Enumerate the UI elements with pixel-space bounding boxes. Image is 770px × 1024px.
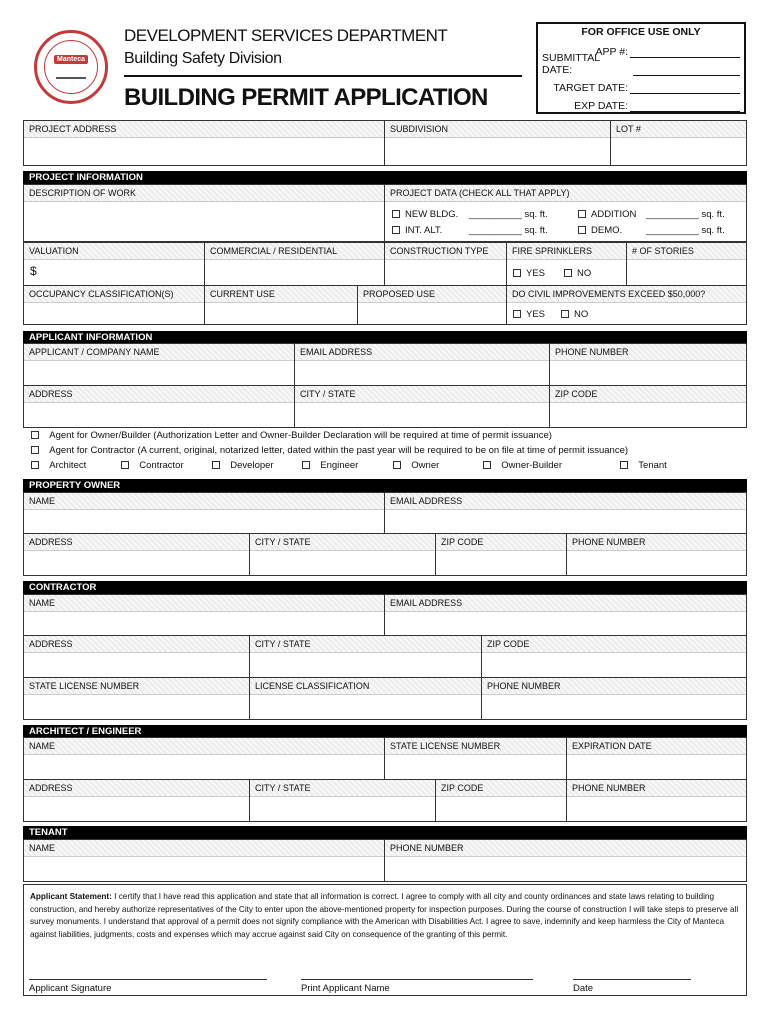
project-address-field[interactable]: PROJECT ADDRESS — [23, 120, 385, 166]
agent-contractor-checkbox[interactable] — [31, 446, 39, 454]
agent-owner-checkbox[interactable] — [31, 431, 39, 439]
statement-text: I certify that I have read this application and state that all information is correct. I agree to comply with all city and county ordinances and state laws relating to building construction, and hereby authorize representatives of the City to enter upon the above-mentioned property for inspection purposes. During the course of construction I will take steps to preserve all survey monuments. I understand that approval of a permit does not signify compliance with the American with Disabilities Act. I agree to save, indemnify and keep harmless the City of Manteca against liabilities, judgments, costs and expenses which may accrue against said City on consequence of the granting of this permit. — [30, 892, 739, 939]
int-alt-sqft[interactable]: __________ sq. ft. — [469, 225, 548, 236]
proposed-use-field[interactable]: PROPOSED USE — [357, 285, 507, 325]
department-name: DEVELOPMENT SERVICES DEPARTMENT — [124, 26, 448, 45]
contractor-license-field[interactable]: STATE LICENSE NUMBER — [23, 677, 250, 720]
stories-field[interactable]: # OF STORIES — [626, 242, 747, 286]
addition-checkbox[interactable] — [578, 210, 586, 218]
current-use-field[interactable]: CURRENT USE — [204, 285, 358, 325]
architect-phone-field[interactable]: PHONE NUMBER — [566, 779, 747, 822]
civil-no-option[interactable]: NO — [561, 309, 588, 321]
role-owner-builder[interactable]: Owner-Builder — [483, 460, 562, 472]
owner-phone-field[interactable]: PHONE NUMBER — [566, 533, 747, 576]
role-developer[interactable]: Developer — [212, 460, 274, 472]
architect-license-field[interactable]: STATE LICENSE NUMBER — [384, 737, 567, 780]
role-architect[interactable]: Architect — [31, 460, 86, 472]
dollar-sign: $ — [30, 264, 37, 278]
construction-type-field[interactable]: CONSTRUCTION TYPE — [384, 242, 507, 286]
role-owner[interactable]: Owner — [393, 460, 439, 472]
owner-email-field[interactable]: EMAIL ADDRESS — [384, 492, 747, 534]
fire-yes-option[interactable]: YES — [513, 268, 545, 280]
office-use-heading: FOR OFFICE USE ONLY — [581, 26, 701, 38]
contractor-classification-field[interactable]: LICENSE CLASSIFICATION — [249, 677, 482, 720]
architect-address-field[interactable]: ADDRESS — [23, 779, 250, 822]
new-bldg-checkbox[interactable] — [392, 210, 400, 218]
statement-label: Applicant Statement: — [30, 892, 112, 901]
demo-checkbox[interactable] — [578, 226, 586, 234]
office-field-exp[interactable]: EXP DATE: — [542, 94, 740, 112]
contractor-email-field[interactable]: EMAIL ADDRESS — [384, 594, 747, 636]
contractor-name-field[interactable]: NAME — [23, 594, 385, 636]
contractor-phone-field[interactable]: PHONE NUMBER — [481, 677, 747, 720]
fire-yes-checkbox[interactable] — [513, 269, 521, 277]
office-field-submittal[interactable]: SUBMITTAL DATE: — [542, 58, 740, 76]
date-field[interactable]: Date — [573, 970, 691, 994]
description-of-work-field[interactable]: DESCRIPTION OF WORK — [23, 184, 385, 242]
owner-name-field[interactable]: NAME — [23, 492, 385, 534]
architect-name-field[interactable]: NAME — [23, 737, 385, 780]
office-field-app[interactable]: APP #: — [542, 40, 740, 58]
architect-expiration-field[interactable]: EXPIRATION DATE — [566, 737, 747, 780]
civil-no-checkbox[interactable] — [561, 310, 569, 318]
subdivision-field[interactable]: SUBDIVISION — [384, 120, 611, 166]
header-divider — [124, 75, 522, 77]
fire-no-checkbox[interactable] — [564, 269, 572, 277]
demo-option[interactable]: DEMO. — [578, 225, 622, 237]
architect-city-field[interactable]: CITY / STATE — [249, 779, 436, 822]
office-use-box — [536, 22, 746, 114]
architect-zip-field[interactable]: ZIP CODE — [435, 779, 567, 822]
addition-option[interactable]: ADDITION — [578, 209, 636, 221]
demo-sqft[interactable]: __________ sq. ft. — [646, 225, 725, 236]
applicant-phone-field[interactable]: PHONE NUMBER — [549, 343, 747, 386]
fire-no-option[interactable]: NO — [564, 268, 591, 280]
office-field-target[interactable]: TARGET DATE: — [542, 76, 740, 94]
role-engineer[interactable]: Engineer — [302, 460, 358, 472]
new-bldg-option[interactable]: NEW BLDG. — [392, 209, 458, 221]
applicant-city-field[interactable]: CITY / STATE — [294, 385, 550, 428]
fire-sprinklers-box: FIRE SPRINKLERS — [506, 242, 627, 286]
tenant-phone-field[interactable]: PHONE NUMBER — [384, 839, 747, 882]
applicant-zip-field[interactable]: ZIP CODE — [549, 385, 747, 428]
addition-sqft[interactable]: __________ sq. ft. — [646, 209, 725, 220]
contractor-heading: CONTRACTOR — [23, 581, 747, 594]
int-alt-checkbox[interactable] — [392, 226, 400, 234]
valuation-field[interactable]: VALUATION $ — [23, 242, 205, 286]
agent-owner-option[interactable]: Agent for Owner/Builder (Authorization Letter and Owner-Builder Declaration will be required at time of permit issuance) — [31, 430, 552, 442]
role-contractor[interactable]: Contractor — [121, 460, 184, 472]
new-bldg-sqft[interactable]: __________ sq. ft. — [469, 209, 548, 220]
contractor-city-field[interactable]: CITY / STATE — [249, 635, 482, 678]
role-tenant[interactable]: Tenant — [620, 460, 667, 472]
occupancy-field[interactable]: OCCUPANCY CLASSIFICATION(S) — [23, 285, 205, 325]
print-name-field[interactable]: Print Applicant Name — [301, 970, 533, 994]
civil-improvements-box: DO CIVIL IMPROVEMENTS EXCEED $50,000? — [506, 285, 747, 325]
owner-zip-field[interactable]: ZIP CODE — [435, 533, 567, 576]
applicant-name-field[interactable]: APPLICANT / COMPANY NAME — [23, 343, 295, 386]
signature-field[interactable]: Applicant Signature — [29, 970, 267, 994]
owner-address-field[interactable]: ADDRESS — [23, 533, 250, 576]
owner-city-field[interactable]: CITY / STATE — [249, 533, 436, 576]
city-seal-logo — [34, 30, 108, 104]
lot-field[interactable]: LOT # — [610, 120, 747, 166]
civil-yes-checkbox[interactable] — [513, 310, 521, 318]
agent-contractor-option[interactable]: Agent for Contractor (A current, original, notarized letter, dated within the past year will be required to be on file at time of permit issuance) — [31, 445, 628, 457]
project-info-heading: PROJECT INFORMATION — [23, 171, 747, 184]
civil-yes-option[interactable]: YES — [513, 309, 545, 321]
int-alt-option[interactable]: INT. ALT. — [392, 225, 442, 237]
property-owner-heading: PROPERTY OWNER — [23, 479, 747, 492]
seal-name: Manteca — [54, 55, 88, 64]
tenant-name-field[interactable]: NAME — [23, 839, 385, 882]
architect-heading: ARCHITECT / ENGINEER — [23, 725, 747, 738]
page-title: BUILDING PERMIT APPLICATION — [124, 84, 488, 111]
tenant-heading: TENANT — [23, 826, 747, 839]
commercial-residential-field[interactable]: COMMERCIAL / RESIDENTIAL — [204, 242, 385, 286]
seal-inner — [44, 40, 98, 94]
house-icon — [56, 67, 86, 79]
applicant-info-heading: APPLICANT INFORMATION — [23, 331, 747, 344]
contractor-zip-field[interactable]: ZIP CODE — [481, 635, 747, 678]
contractor-address-field[interactable]: ADDRESS — [23, 635, 250, 678]
division-name: Building Safety Division — [124, 50, 282, 67]
applicant-email-field[interactable]: EMAIL ADDRESS — [294, 343, 550, 386]
project-data-box: PROJECT DATA (CHECK ALL THAT APPLY) — [384, 184, 747, 242]
applicant-address-field[interactable]: ADDRESS — [23, 385, 295, 428]
